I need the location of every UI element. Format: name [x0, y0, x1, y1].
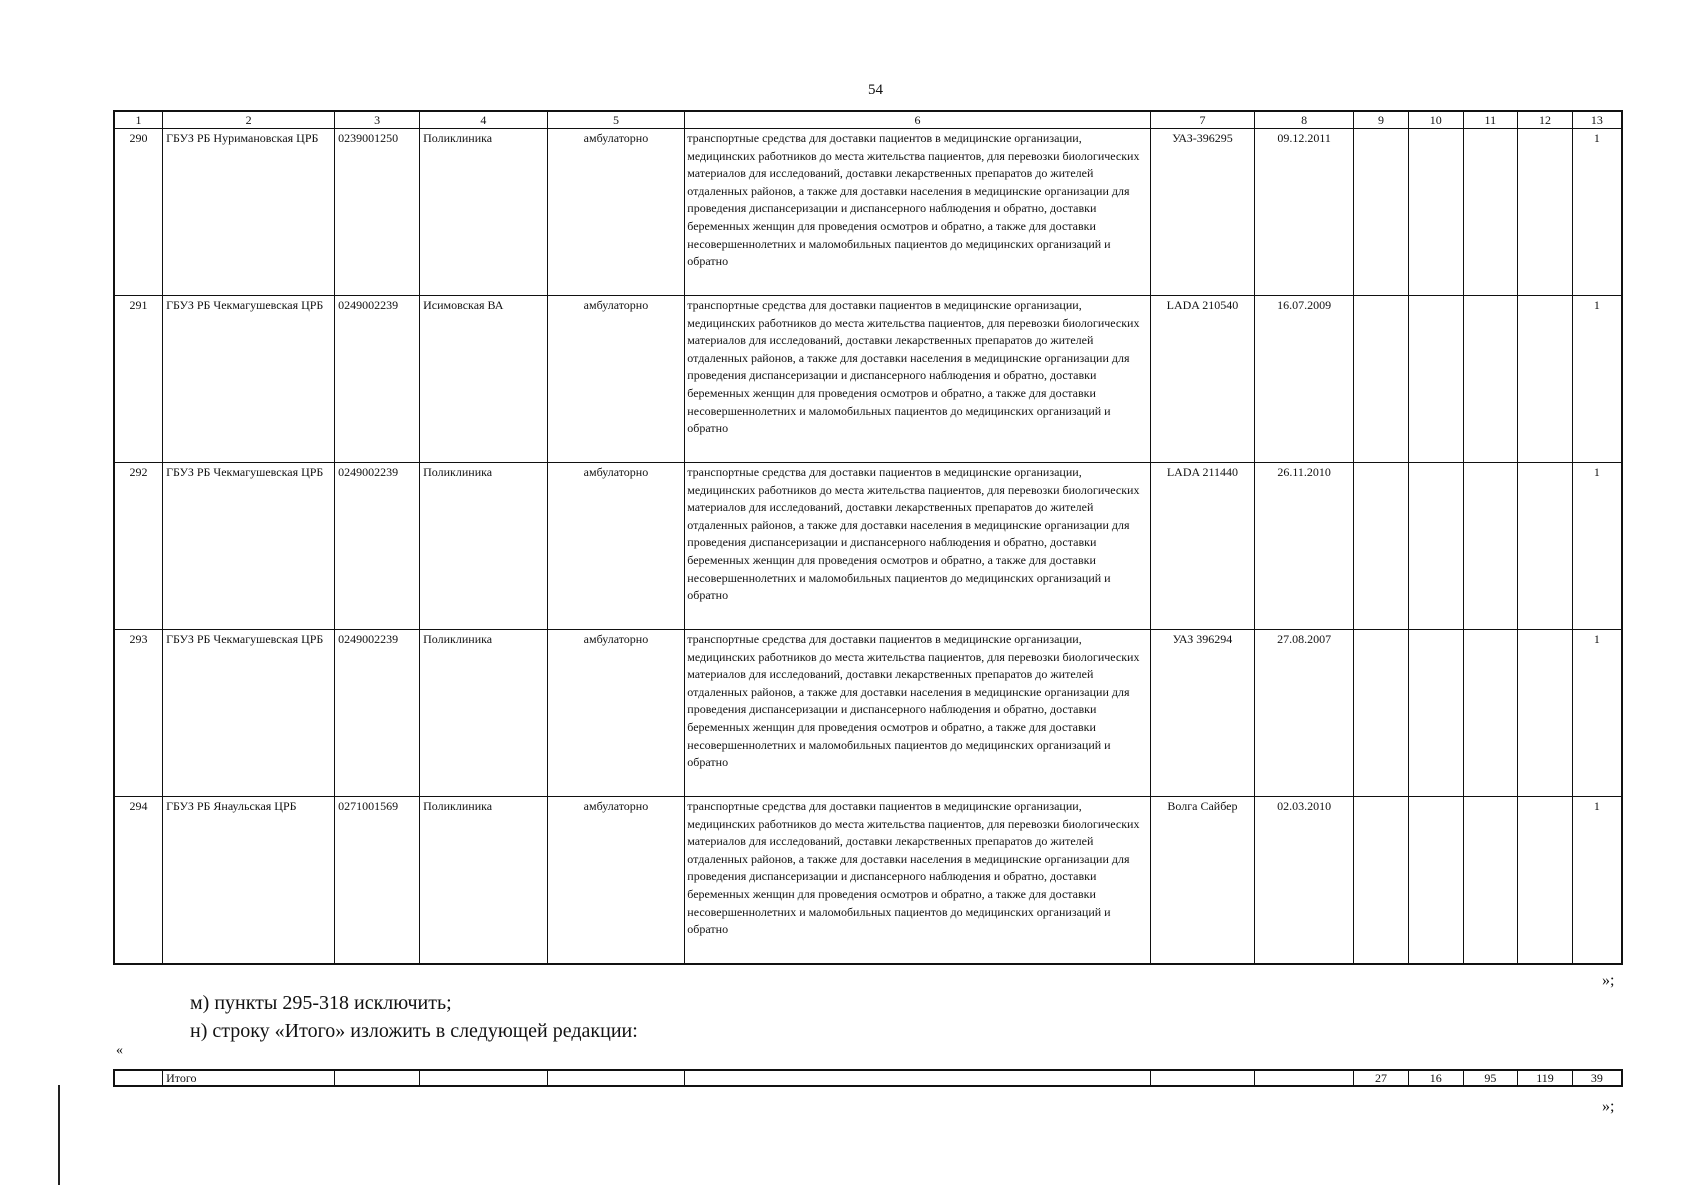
paragraph-m: м) пункты 295-318 исключить;: [190, 992, 452, 1014]
cell-13: 1: [1572, 129, 1622, 296]
total-12: 119: [1518, 1070, 1573, 1086]
cell-12: [1518, 129, 1573, 296]
organization: ГБУЗ РБ Чекмагушевская ЦРБ: [163, 296, 335, 463]
cell-9: [1354, 463, 1409, 630]
date: 02.03.2010: [1255, 797, 1354, 965]
column-header: 12: [1518, 111, 1573, 129]
purpose: транспортные средства для доставки пациентов в медицинские организации, медицинских работников до места жительства пациентов, для перевозки биологических материалов для исследований, доставки лекарственных препаратов до жителей отдаленных районов, а также для доставки населения в медицинские организации для проведения диспансеризации и диспансерного наблюдения и обратно, доставки беременных женщин для проведения осмотров и обратно, а также для доставки несовершеннолетних и маломобильных пациентов до медицинских организаций и обратно: [685, 129, 1151, 296]
vehicle-model: УАЗ 396294: [1150, 630, 1254, 797]
vehicle-model: LADA 211440: [1150, 463, 1254, 630]
cell-9: [1354, 296, 1409, 463]
org-code: 0249002239: [335, 296, 420, 463]
column-header: 11: [1463, 111, 1518, 129]
margin-line: [58, 1085, 60, 1185]
cell-10: [1408, 296, 1463, 463]
subdivision: Поликлиника: [420, 797, 548, 965]
total-11: 95: [1463, 1070, 1518, 1086]
column-header: 2: [163, 111, 335, 129]
row-number: 293: [114, 630, 163, 797]
total-table: [113, 1069, 1623, 1087]
purpose: транспортные средства для доставки пациентов в медицинские организации, медицинских работников до места жительства пациентов, для перевозки биологических материалов для исследований, доставки лекарственных препаратов до жителей отдаленных районов, а также для доставки населения в медицинские организации для проведения диспансеризации и диспансерного наблюдения и обратно, доставки беременных женщин для проведения осмотров и обратно, а также для доставки несовершеннолетних и маломобильных пациентов до медицинских организаций и обратно: [685, 296, 1151, 463]
row-number: 291: [114, 296, 163, 463]
care-mode: амбулаторно: [547, 296, 685, 463]
column-header: 3: [335, 111, 420, 129]
opening-quote: «: [116, 1043, 123, 1058]
cell-13: 1: [1572, 296, 1622, 463]
cell-10: [1408, 630, 1463, 797]
column-header: 5: [547, 111, 685, 129]
column-header: 4: [420, 111, 548, 129]
vehicle-table: [113, 110, 1623, 965]
total-row: [114, 1070, 1622, 1086]
date: 09.12.2011: [1255, 129, 1354, 296]
column-header: 6: [685, 111, 1151, 129]
cell-12: [1518, 797, 1573, 965]
column-header: 13: [1572, 111, 1622, 129]
date: 27.08.2007: [1255, 630, 1354, 797]
subdivision: Поликлиника: [420, 630, 548, 797]
cell-12: [1518, 296, 1573, 463]
cell-11: [1463, 296, 1518, 463]
cell-11: [1463, 630, 1518, 797]
purpose: транспортные средства для доставки пациентов в медицинские организации, медицинских работников до места жительства пациентов, для перевозки биологических материалов для исследований, доставки лекарственных препаратов до жителей отдаленных районов, а также для доставки населения в медицинские организации для проведения диспансеризации и диспансерного наблюдения и обратно, доставки беременных женщин для проведения осмотров и обратно, а также для доставки несовершеннолетних и маломобильных пациентов до медицинских организаций и обратно: [685, 797, 1151, 965]
organization: ГБУЗ РБ Чекмагушевская ЦРБ: [163, 630, 335, 797]
cell-13: 1: [1572, 797, 1622, 965]
cell-9: [1354, 630, 1409, 797]
column-header: 8: [1255, 111, 1354, 129]
vehicle-model: Волга Сайбер: [1150, 797, 1254, 965]
organization: ГБУЗ РБ Чекмагушевская ЦРБ: [163, 463, 335, 630]
column-header: 10: [1408, 111, 1463, 129]
table-row: [114, 129, 1622, 296]
table-row: [114, 630, 1622, 797]
care-mode: амбулаторно: [547, 630, 685, 797]
care-mode: амбулаторно: [547, 463, 685, 630]
cell-10: [1408, 129, 1463, 296]
total-10: 16: [1408, 1070, 1463, 1086]
purpose: транспортные средства для доставки пациентов в медицинские организации, медицинских работников до места жительства пациентов, для перевозки биологических материалов для исследований, доставки лекарственных препаратов до жителей отдаленных районов, а также для доставки населения в медицинские организации для проведения диспансеризации и диспансерного наблюдения и обратно, доставки беременных женщин для проведения осмотров и обратно, а также для доставки несовершеннолетних и маломобильных пациентов до медицинских организаций и обратно: [685, 630, 1151, 797]
table-row: [114, 296, 1622, 463]
organization: ГБУЗ РБ Нуримановская ЦРБ: [163, 129, 335, 296]
paragraph-n: н) строку «Итого» изложить в следующей редакции:: [190, 1020, 638, 1042]
total-13: 39: [1572, 1070, 1622, 1086]
page-number: 54: [868, 82, 883, 98]
cell-11: [1463, 463, 1518, 630]
column-header: 7: [1150, 111, 1254, 129]
care-mode: амбулаторно: [547, 797, 685, 965]
column-header: 1: [114, 111, 163, 129]
row-number: 294: [114, 797, 163, 965]
subdivision: Исимовская ВА: [420, 296, 548, 463]
org-code: 0249002239: [335, 630, 420, 797]
vehicle-model: LADA 210540: [1150, 296, 1254, 463]
cell-10: [1408, 797, 1463, 965]
cell-11: [1463, 129, 1518, 296]
cell-9: [1354, 797, 1409, 965]
cell-12: [1518, 630, 1573, 797]
table-row: [114, 463, 1622, 630]
subdivision: Поликлиника: [420, 129, 548, 296]
org-code: 0271001569: [335, 797, 420, 965]
vehicle-model: УАЗ-396295: [1150, 129, 1254, 296]
purpose: транспортные средства для доставки пациентов в медицинские организации, медицинских работников до места жительства пациентов, для перевозки биологических материалов для исследований, доставки лекарственных препаратов до жителей отдаленных районов, а также для доставки населения в медицинские организации для проведения диспансеризации и диспансерного наблюдения и обратно, доставки беременных женщин для проведения осмотров и обратно, а также для доставки несовершеннолетних и маломобильных пациентов до медицинских организаций и обратно: [685, 463, 1151, 630]
cell-9: [1354, 129, 1409, 296]
total-9: 27: [1354, 1070, 1409, 1086]
date: 26.11.2010: [1255, 463, 1354, 630]
column-header: 9: [1354, 111, 1409, 129]
closing-mark: »;: [1602, 1098, 1615, 1115]
date: 16.07.2009: [1255, 296, 1354, 463]
total-label: Итого: [163, 1070, 335, 1086]
org-code: 0239001250: [335, 129, 420, 296]
cell-13: 1: [1572, 630, 1622, 797]
org-code: 0249002239: [335, 463, 420, 630]
table-row: [114, 797, 1622, 965]
closing-mark: »;: [1602, 972, 1615, 989]
subdivision: Поликлиника: [420, 463, 548, 630]
cell-12: [1518, 463, 1573, 630]
organization: ГБУЗ РБ Янаульская ЦРБ: [163, 797, 335, 965]
cell-11: [1463, 797, 1518, 965]
cell-13: 1: [1572, 463, 1622, 630]
row-number: 290: [114, 129, 163, 296]
care-mode: амбулаторно: [547, 129, 685, 296]
cell-10: [1408, 463, 1463, 630]
row-number: 292: [114, 463, 163, 630]
column-number-row: [114, 111, 1622, 129]
